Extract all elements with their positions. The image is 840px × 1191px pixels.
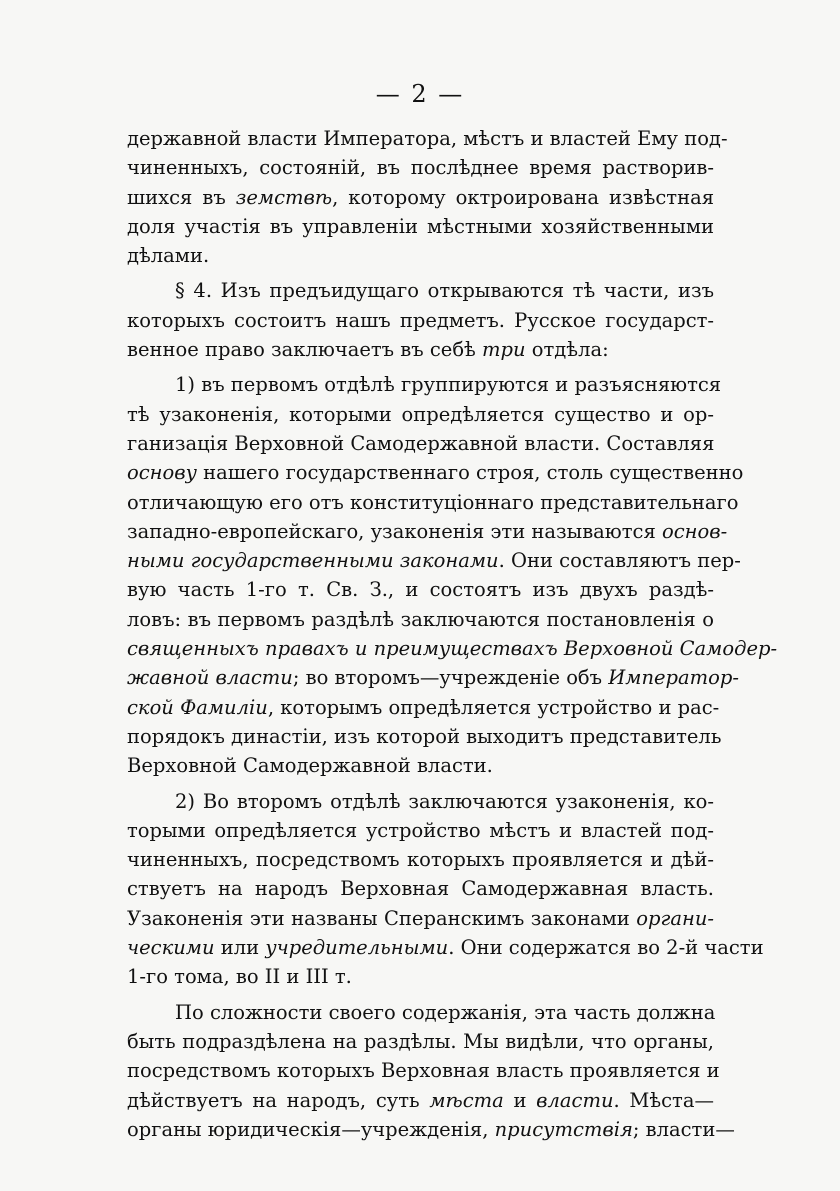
text-line (127, 634, 778, 663)
text-line: ствуетъ на народъ Верховная Самодержавная власть. (127, 877, 714, 901)
text-line: По сложности своего содержанія, эта часть должна (175, 1000, 716, 1024)
text-line: вую часть 1-го т. Св. З., и состоятъ изъ двухъ раздѣ- (127, 578, 714, 602)
emphasis: ными государственными законами (127, 549, 499, 573)
text-line: венное право заключаетъ въ себѣ три отдѣла: (127, 338, 609, 362)
text-line: Узаконенія эти названы Сперанскимъ законами органи- (127, 906, 714, 930)
text-line: дѣйствуетъ на народъ, суть мѣста и власти. Мѣста— (127, 1088, 714, 1112)
text-line: отличающую его отъ конституціоннаго представительнаго (127, 490, 739, 514)
emphasis: священныхъ правахъ и преимуществахъ Верховной Самодер- (127, 637, 778, 661)
page-number: — 2 — (375, 80, 465, 108)
text-line: которыхъ состоитъ нашъ предметъ. Русское государст- (127, 308, 714, 332)
text-line: чиненныхъ, состояній, въ послѣднее время растворив- (127, 156, 714, 180)
text-line: ческими или учредительными. Они содержатся во 2-й части (127, 936, 764, 960)
text-line: западно-европейскаго, узаконенія эти называются основ- (127, 519, 728, 543)
emphasis: основ- (661, 519, 728, 543)
body-text (127, 124, 778, 1144)
emphasis: власти (536, 1088, 614, 1112)
text-line: порядокъ династіи, изъ которой выходитъ представитель (127, 724, 722, 748)
text-line: посредствомъ которыхъ Верховная власть проявляется и (127, 1059, 720, 1083)
text-line: торыми опредѣляется устройство мѣстъ и властей под- (127, 818, 714, 842)
emphasis: ческими (127, 936, 215, 960)
text-line: основу нашего государственнаго строя, столь существенно (127, 461, 744, 485)
emphasis: органи- (636, 906, 714, 930)
text-line: тѣ узаконенія, которыми опредѣляется существо и ор- (127, 402, 714, 426)
text-line: 2) Во второмъ отдѣлѣ заключаются узаконенія, ко- (175, 789, 714, 813)
emphasis: присутствія (494, 1117, 633, 1141)
text-line: чиненныхъ, посредствомъ которыхъ проявляется и дѣй- (127, 848, 714, 872)
emphasis: учредительными (265, 936, 449, 960)
text-line: быть подраздѣлена на раздѣлы. Мы видѣли, что органы, (127, 1029, 714, 1053)
emphasis: земствѣ (235, 185, 333, 209)
text-line: шихся въ земствѣ, которому октроирована извѣстная (127, 185, 714, 209)
emphasis: основу (127, 461, 197, 485)
text-line: ской Фамиліи, которымъ опредѣляется устройство и рас- (127, 695, 720, 719)
emphasis: мѣста (429, 1088, 504, 1112)
text-line: § 4. Изъ предъидущаго открываются тѣ части, изъ (175, 279, 714, 303)
text-line: ными государственными законами. Они составляютъ пер- (127, 549, 741, 573)
text-line: 1-го тома, во II и III т. (127, 965, 352, 989)
text-line: органы юридическія—учрежденія, присутствія; власти— (127, 1117, 735, 1141)
emphasis: три (482, 338, 526, 362)
text-line: ловъ: въ первомъ раздѣлѣ заключаются постановленія о (127, 607, 714, 631)
text-line: дѣлами. (127, 244, 210, 268)
emphasis: Император- (608, 666, 739, 690)
text-line: жавной власти; во второмъ—учрежденіе объ Император- (127, 666, 739, 690)
text-line: 1) въ первомъ отдѣлѣ группируются и разъясняются (175, 373, 722, 397)
emphasis: жавной власти (127, 666, 293, 690)
text-line: державной власти Императора, мѣстъ и властей Ему под- (127, 127, 728, 150)
text-line: доля участія въ управленіи мѣстными хозяйственными (127, 214, 714, 238)
text-line: Верховной Самодержавной власти. (127, 754, 493, 778)
text-line: ганизація Верховной Самодержавной власти. Составляя (127, 431, 715, 455)
emphasis: ской Фамиліи (127, 695, 268, 719)
